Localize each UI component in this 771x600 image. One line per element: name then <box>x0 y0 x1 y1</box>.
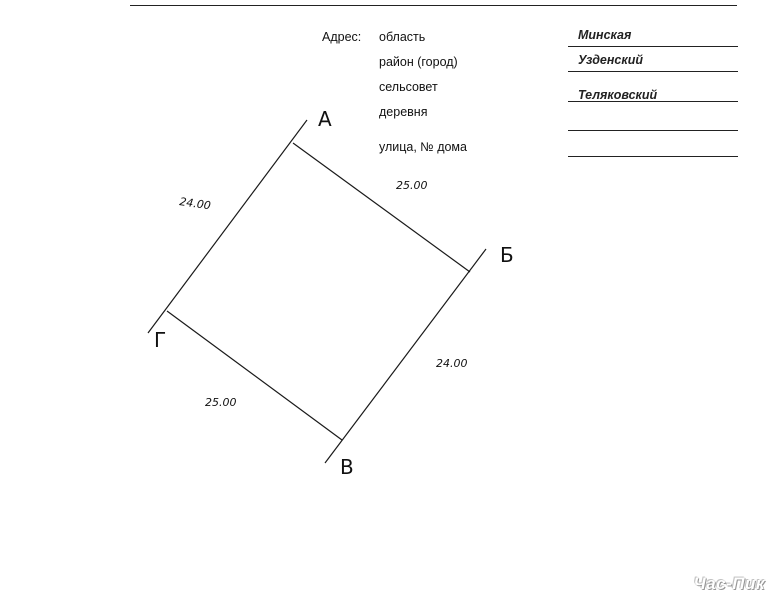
dimension-label-bv: 24.00 <box>436 357 468 370</box>
dimension-label-ab: 25.00 <box>396 179 428 192</box>
address-caption: Адрес: <box>322 30 362 44</box>
dimension-label-vg: 25.00 <box>205 396 237 409</box>
boundary-line-bv <box>325 249 486 463</box>
field-label-oblast: область <box>379 30 426 44</box>
field-value-raion: Узденский <box>578 53 643 67</box>
vertex-label-a: А <box>318 107 332 131</box>
boundary-line-ab <box>293 143 470 272</box>
field-label-ulitsa: улица, № дома <box>379 140 467 154</box>
boundary-line-ag <box>148 120 307 333</box>
field-label-derevnya: деревня <box>379 105 428 119</box>
dimension-label-ga: 24.00 <box>178 195 212 213</box>
vertex-label-g: Г <box>154 328 167 352</box>
field-label-selsovet: сельсовет <box>379 80 438 94</box>
boundary-line-gv <box>167 311 342 440</box>
vertex-label-v: В <box>340 455 354 479</box>
field-value-derevnya: Теляковский <box>578 88 658 102</box>
field-label-raion: район (город) <box>379 55 458 69</box>
field-value-oblast: Минская <box>578 28 632 42</box>
watermark: Час-Пик <box>693 574 765 593</box>
vertex-label-b: Б <box>500 243 514 267</box>
